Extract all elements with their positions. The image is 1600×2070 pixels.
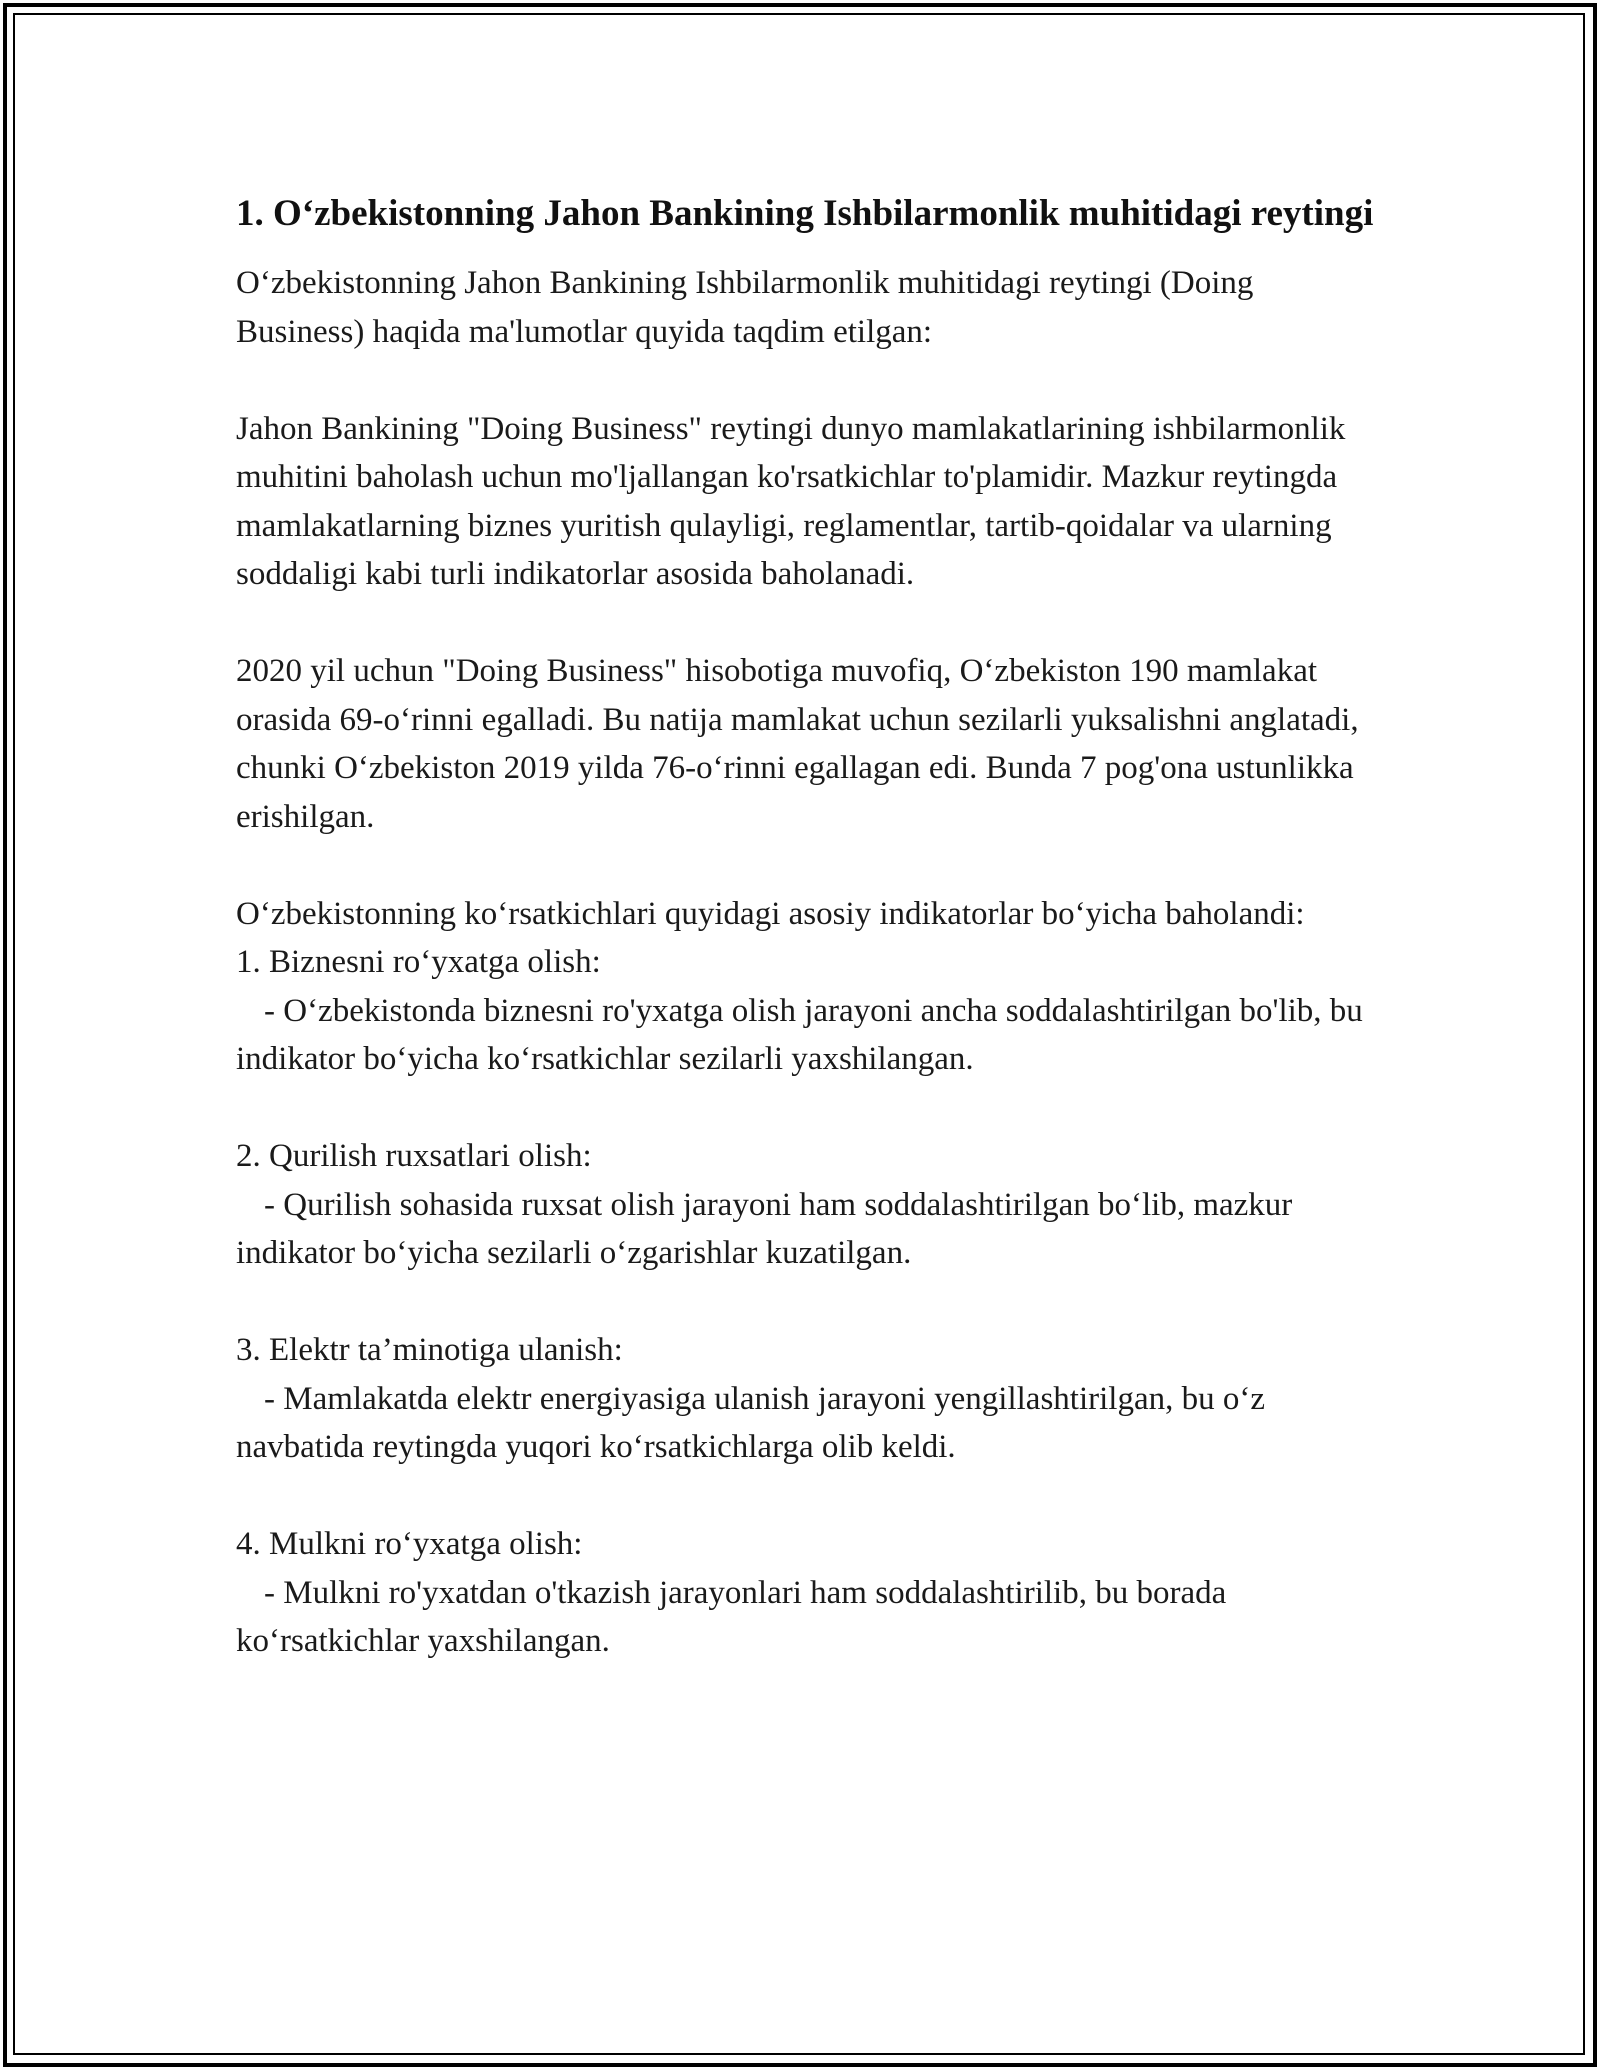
document-body: [236, 186, 1386, 1666]
indicator-heading: 2. Qurilish ruxsatlari olish:: [236, 1138, 592, 1174]
paragraph-indicators-intro: Oʻzbekistonning koʻrsatkichlari quyidagi asosiy indikatorlar boʻyicha baholandi:: [236, 895, 1305, 932]
indicator-item: [236, 1132, 1386, 1278]
indicator-heading: 1. Biznesni roʻyxatga olish:: [236, 944, 601, 980]
paragraph-spacer: [236, 356, 1386, 405]
indicator-description: - Mamlakatda elektr energiyasiga ulanish jarayoni yengillashtirilgan, bu oʻz navbatida reytingda yuqori koʻrsatkichlarga olib keldi.: [236, 1380, 1265, 1465]
indicator-description: - Qurilish sohasida ruxsat olish jarayoni ham soddalashtirilgan boʻlib, mazkur indikator boʻyicha sezilarli oʻzgarishlar kuzatilgan.: [236, 1186, 1293, 1271]
paragraph-result: 2020 yil uchun "Doing Business" hisobotiga muvofiq, Oʻzbekiston 190 mamlakat orasida 69-oʻrinni egalladi. Bu natija mamlakat uchun sezilarli yuksalishni anglatadi, chunki Oʻzbekiston 2019 yilda 76-oʻrinni egallagan edi. Bunda 7 pog'ona ustunlikka erishilgan.: [236, 653, 1359, 835]
indicator-description: - Mulkni ro'yxatdan o'tkazish jarayonlari ham soddalashtirilib, bu borada koʻrsatkichlar yaxshilangan.: [236, 1574, 1227, 1659]
paragraph-spacer: [236, 1472, 1386, 1521]
paragraph-spacer: [236, 1084, 1386, 1133]
paragraph-spacer: [236, 1278, 1386, 1327]
document-title: 1. Oʻzbekistonning Jahon Bankining Ishbilarmonlik muhitidagi reytingi: [236, 193, 1374, 234]
indicator-item: [236, 1520, 1386, 1666]
indicator-item: [236, 1326, 1386, 1472]
indicator-heading: 4. Mulkni roʻyxatga olish:: [236, 1526, 583, 1562]
paragraph-spacer: [236, 599, 1386, 648]
indicator-item: [236, 938, 1386, 1084]
paragraph-intro: Oʻzbekistonning Jahon Bankining Ishbilarmonlik muhitidagi reytingi (Doing Business) haqida ma'lumotlar quyida taqdim etilgan:: [236, 265, 1254, 350]
paragraph-spacer: [236, 841, 1386, 890]
indicator-heading: 3. Elektr ta’minotiga ulanish:: [236, 1332, 623, 1368]
paragraph-about: Jahon Bankining "Doing Business" reytingi dunyo mamlakatlarining ishbilarmonlik muhitini baholash uchun mo'ljallangan ko'rsatkichlar to'plamidir. Mazkur reytingda mamlakatlarning biznes yuritish qulayligi, reglamentlar, tartib-qoidalar va ularning soddaligi kabi turli indikatorlar asosida baholanadi.: [236, 410, 1346, 592]
indicator-description: - Oʻzbekistonda biznesni ro'yxatga olish jarayoni ancha soddalashtirilgan bo'lib, bu indikator boʻyicha koʻrsatkichlar sezilarli yaxshilangan.: [236, 992, 1363, 1077]
